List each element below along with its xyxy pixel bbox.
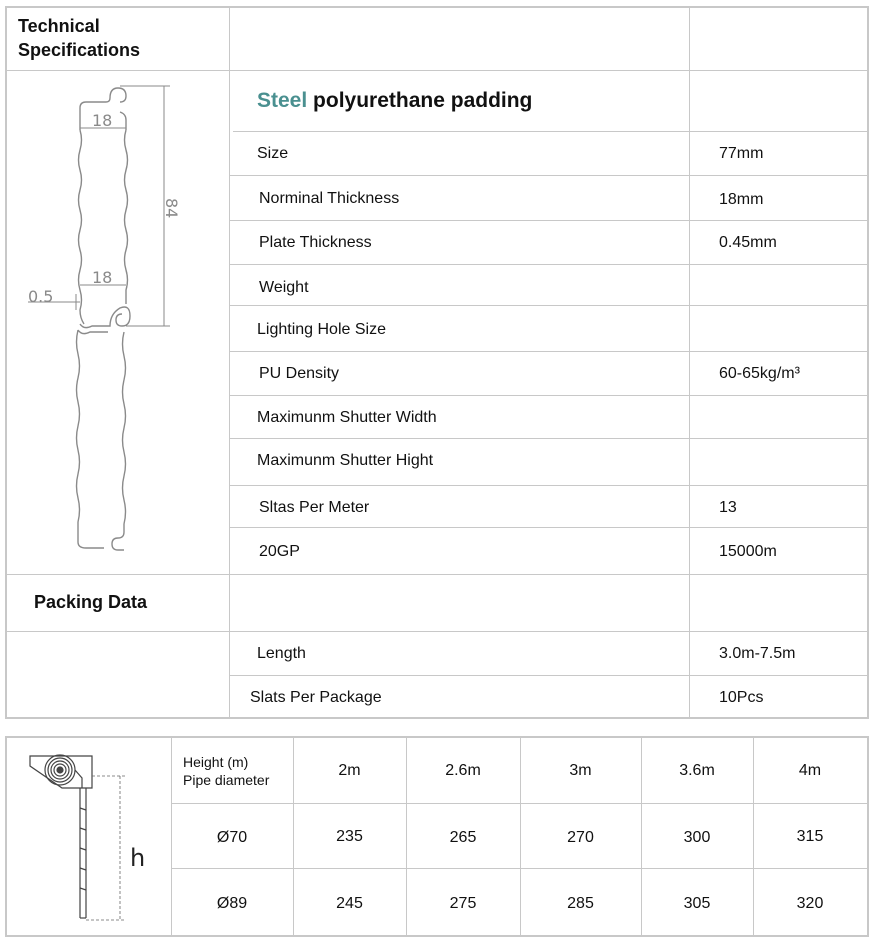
packing-label-slats-per-package: Slats Per Package xyxy=(250,689,382,706)
spec-label-plate-thickness: Plate Thickness xyxy=(259,234,372,251)
dim-width-bottom: 18 xyxy=(92,268,113,287)
roll-value: 305 xyxy=(683,895,711,912)
roll-value: 245 xyxy=(336,895,363,912)
packing-label-length: Length xyxy=(257,645,306,662)
dim-width-top: 18 xyxy=(92,111,113,130)
roll-value: 270 xyxy=(567,829,594,846)
roll-pipe-89: Ø89 xyxy=(216,895,248,912)
spec-value-slats-per-meter: 13 xyxy=(719,499,737,516)
shutter-roll-drawing xyxy=(20,748,170,928)
spec-label-size: Size xyxy=(257,145,289,162)
product-title-rest: polyurethane padding xyxy=(313,89,533,112)
spec-value-size: 77mm xyxy=(719,145,764,162)
spec-label-max-hight: Maximunm Shutter Hight xyxy=(257,452,434,469)
spec-label-20gp: 20GP xyxy=(259,543,300,560)
roll-value: 320 xyxy=(796,895,824,912)
roll-height-4m: 4m xyxy=(798,762,822,779)
spec-value-norminal-thickness: 18mm xyxy=(719,191,764,208)
dim-height: 84 xyxy=(162,198,181,219)
spec-header-line2: Specifications xyxy=(18,40,141,60)
roll-header-pipe: Pipe diameter xyxy=(183,772,270,788)
spec-header-line1: Technical xyxy=(18,16,100,36)
spec-value-pu-density: 60-65kg/m³ xyxy=(719,365,800,382)
spec-value-20gp: 15000m xyxy=(719,543,777,560)
slat-profile-drawing xyxy=(20,80,220,560)
roll-value: 285 xyxy=(567,895,594,912)
roll-height-2m: 2m xyxy=(338,762,361,779)
roll-value: 275 xyxy=(449,895,477,912)
roll-height-label: h xyxy=(130,844,146,872)
roll-value: 265 xyxy=(449,829,477,846)
spec-value-plate-thickness: 0.45mm xyxy=(719,234,777,251)
roll-header-height: Height (m) xyxy=(183,754,249,770)
roll-value: 235 xyxy=(336,828,363,845)
packing-value-slats-per-package: 10Pcs xyxy=(719,689,764,706)
roll-height-3-6m: 3.6m xyxy=(679,762,715,779)
spec-label-norminal-thickness: Norminal Thickness xyxy=(259,190,400,207)
spec-label-pu-density: PU Density xyxy=(259,365,340,382)
packing-title: Packing Data xyxy=(34,592,148,612)
packing-value-length: 3.0m-7.5m xyxy=(719,645,796,662)
spec-label-weight: Weight xyxy=(259,279,309,296)
roll-height-2-6m: 2.6m xyxy=(445,762,481,779)
spec-label-max-width: Maximunm Shutter Width xyxy=(257,409,437,426)
dim-thickness: 0.5 xyxy=(28,287,54,306)
spec-label-lighting-hole-size: Lighting Hole Size xyxy=(257,321,386,338)
roll-height-3m: 3m xyxy=(569,762,592,779)
roll-value: 300 xyxy=(683,829,711,846)
spec-label-slats-per-meter: Sltas Per Meter xyxy=(259,499,370,516)
roll-value: 315 xyxy=(796,828,824,845)
product-title-accent: Steel xyxy=(257,89,308,112)
roll-pipe-70: Ø70 xyxy=(216,829,248,846)
product-title xyxy=(257,89,532,113)
